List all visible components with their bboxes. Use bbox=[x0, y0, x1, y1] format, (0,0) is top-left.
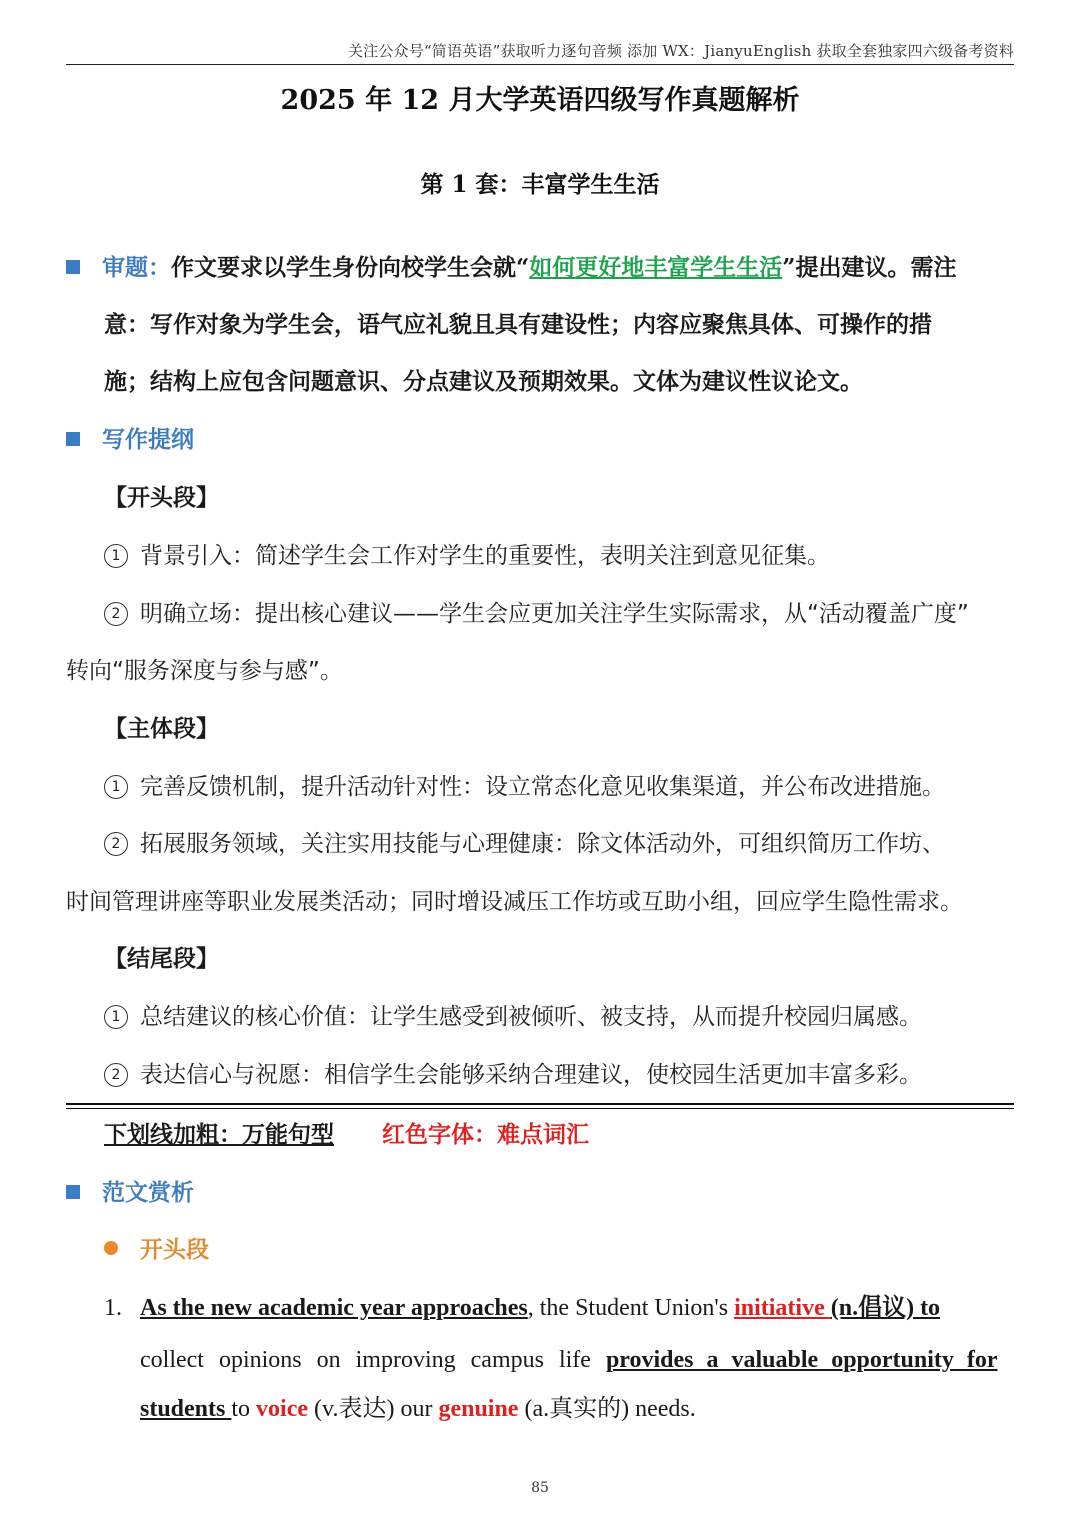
circled-number-icon: 1 bbox=[104, 1005, 128, 1029]
ending-item-2-text: 表达信心与祝愿：相信学生会能够采纳合理建议，使校园生活更加丰富多彩。 bbox=[140, 1062, 922, 1088]
sample-opening-label: 开头段 bbox=[140, 1236, 209, 1263]
square-bullet-icon bbox=[66, 1185, 80, 1199]
sample-heading bbox=[66, 1179, 1014, 1207]
section-divider-thin bbox=[66, 1108, 1014, 1109]
body-head: 【主体段】 bbox=[104, 715, 219, 742]
legend-underline-bold: 下划线加粗：万能句型 bbox=[104, 1121, 334, 1148]
sentence-text: collect opinions on improving campus life bbox=[140, 1347, 606, 1373]
sample-sentence-1-line-3 bbox=[140, 1395, 1080, 1423]
opening-item-1-text: 背景引入：简述学生会工作对学生的重要性，表明关注到意见征集。 bbox=[140, 543, 830, 569]
phrase-underlined: (n.倡议) to bbox=[830, 1295, 941, 1321]
page-header-note: 关注公众号“简语英语”获取听力逐句音频 添加 WX：JianyuEnglish 获取全套独家四六级备考资料 bbox=[347, 42, 1014, 60]
page-number: 85 bbox=[531, 1480, 549, 1496]
opening-item-2-cont: 转向“服务深度与参与感”。 bbox=[66, 658, 343, 684]
body-item-2-text: 拓展服务领域，关注实用技能与心理健康：除文体活动外，可组织简历工作坊、 bbox=[140, 831, 945, 857]
sample-opening-heading bbox=[104, 1236, 1052, 1264]
sentence-number: 1. bbox=[104, 1295, 122, 1321]
body-item-2-cont: 时间管理讲座等职业发展类活动；同时增设减压工作坊或互助小组，回应学生隐性需求。 bbox=[66, 889, 963, 915]
phrase-underlined: As the new academic year approaches bbox=[140, 1295, 528, 1321]
opening-head: 【开头段】 bbox=[104, 484, 219, 511]
vocab-red: voice bbox=[256, 1396, 309, 1422]
ending-head: 【结尾段】 bbox=[104, 945, 219, 972]
vocab-red: genuine bbox=[438, 1396, 519, 1422]
review-label: 审题： bbox=[102, 254, 171, 281]
circled-number-icon: 1 bbox=[104, 775, 128, 799]
opening-item-2 bbox=[104, 600, 1052, 629]
body-item-1-text: 完善反馈机制，提升活动针对性：设立常态化意见收集渠道，并公布改进措施。 bbox=[140, 774, 945, 800]
vocab-red: initiative bbox=[734, 1295, 831, 1321]
header-rule bbox=[66, 64, 1014, 65]
legend-red-font: 红色字体：难点词汇 bbox=[382, 1121, 589, 1148]
sentence-text: (a.真实的) needs. bbox=[518, 1396, 696, 1422]
sentence-text: (v.表达) our bbox=[308, 1396, 439, 1422]
outline-label: 写作提纲 bbox=[102, 426, 194, 453]
document-title: 2025 年 12 月大学英语四级写作真题解析 bbox=[280, 85, 800, 116]
review-line-3: 施；结构上应包含问题意识、分点建议及预期效果。文体为建议性议论文。 bbox=[104, 368, 863, 395]
circled-number-icon: 1 bbox=[104, 544, 128, 568]
sentence-text: to bbox=[231, 1396, 257, 1422]
section-divider bbox=[66, 1103, 1014, 1105]
circled-number-icon: 2 bbox=[104, 832, 128, 856]
review-text-b: ”提出建议。需注 bbox=[782, 254, 957, 281]
circle-bullet-icon bbox=[104, 1241, 118, 1255]
phrase-underlined: provides a valuable opportunity for bbox=[605, 1347, 998, 1373]
review-line-2: 意：写作对象为学生会，语气应礼貌且具有建设性；内容应聚焦具体、可操作的措 bbox=[104, 311, 932, 338]
set-title: 第 1 套：丰富学生生活 bbox=[420, 171, 660, 198]
square-bullet-icon bbox=[66, 260, 80, 274]
review-topic: 如何更好地丰富学生生活 bbox=[529, 254, 783, 281]
sample-label: 范文赏析 bbox=[102, 1179, 194, 1206]
body-item-1 bbox=[104, 773, 1052, 802]
sample-sentence-1-line-2 bbox=[140, 1346, 1014, 1374]
circled-number-icon: 2 bbox=[104, 602, 128, 626]
ending-item-1-text: 总结建议的核心价值：让学生感受到被倾听、被支持，从而提升校园归属感。 bbox=[140, 1004, 922, 1030]
opening-item-1 bbox=[104, 542, 1052, 571]
sentence-text: , the Student Union's bbox=[527, 1295, 735, 1321]
ending-item-2 bbox=[104, 1061, 1052, 1090]
circled-number-icon: 2 bbox=[104, 1063, 128, 1087]
square-bullet-icon bbox=[66, 432, 80, 446]
sample-sentence-1-line-1 bbox=[104, 1294, 1014, 1322]
review-line-1 bbox=[66, 254, 1014, 282]
ending-item-1 bbox=[104, 1003, 1052, 1032]
opening-item-2-text: 明确立场：提出核心建议——学生会应更加关注学生实际需求，从“活动覆盖广度” bbox=[140, 601, 969, 627]
outline-heading bbox=[66, 426, 1014, 454]
legend bbox=[104, 1121, 1052, 1149]
body-item-2 bbox=[104, 830, 1052, 859]
review-text-a: 作文要求以学生身份向校学生会就“ bbox=[171, 254, 530, 281]
phrase-underlined: students bbox=[140, 1396, 232, 1422]
